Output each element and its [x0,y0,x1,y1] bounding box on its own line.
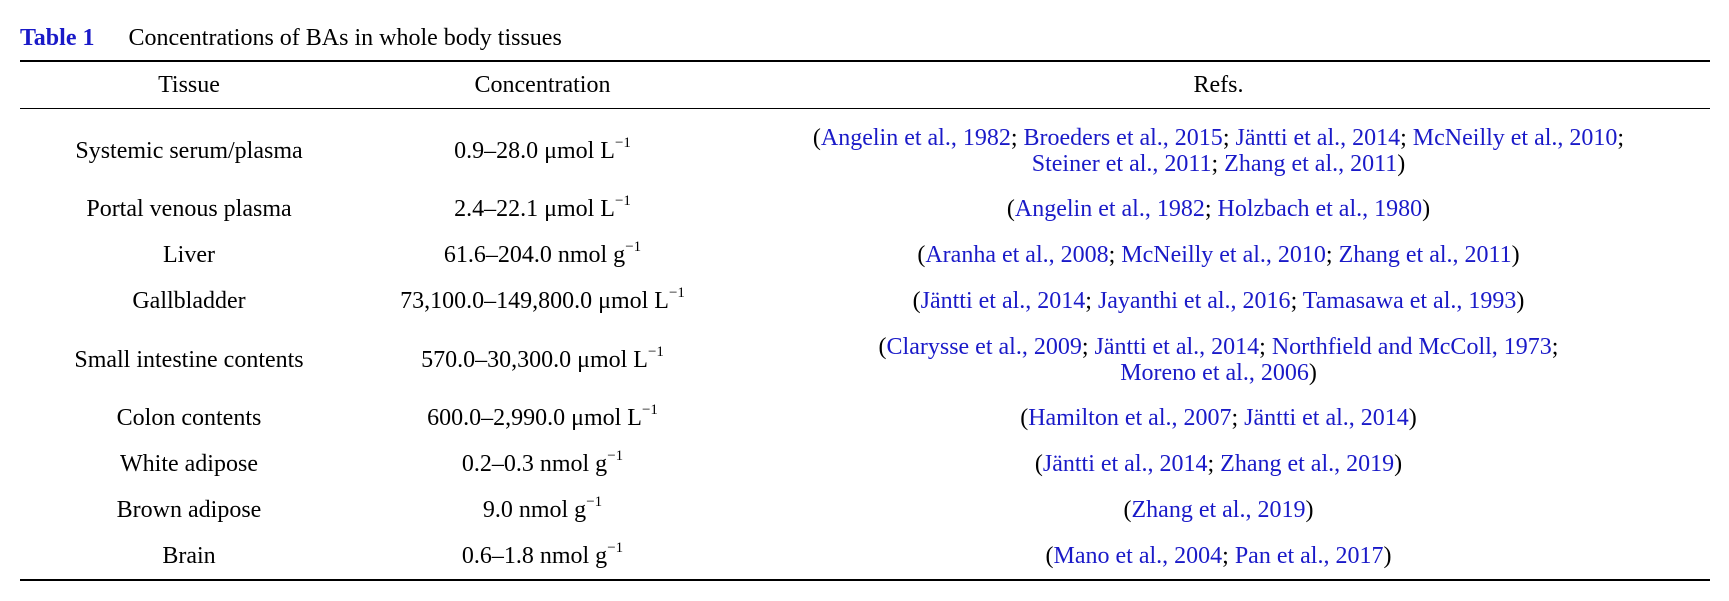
reference-link[interactable]: Broeders et al., 2015 [1023,124,1223,151]
unit-exponent: −1 [668,285,685,301]
concentration-table [20,60,1710,581]
refs-cell [727,441,1710,487]
concentration-value: 0.6–1.8 nmol g [461,543,608,569]
reference-link[interactable]: Tamasawa et al., 1993 [1302,288,1517,314]
tissue-cell: Systemic serum/plasma [75,137,303,164]
reference-link[interactable]: Angelin et al., 1982 [1014,196,1205,222]
refs-cell [727,278,1710,324]
reference-link[interactable]: Northfield and McColl, 1973 [1271,333,1552,360]
header-concentration: Concentration [474,71,611,98]
concentration-cell [358,487,727,533]
concentration-cell [358,109,727,187]
reference-link[interactable]: McNeilly et al., 2010 [1412,124,1618,151]
unit-exponent: −1 [586,494,603,510]
reference-link[interactable]: Holzbach et al., 1980 [1217,196,1423,222]
refs-cell [727,395,1710,441]
refs-line: (Angelin et al., 1982; Broeders et al., 2015; Jäntti et al., 2014; McNeilly et al., 2010; [812,124,1625,151]
refs-line: (Aranha et al., 2008; McNeilly et al., 2010; Zhang et al., 2011) [917,242,1520,268]
refs-line: Moreno et al., 2006) [1120,359,1317,386]
unit-exponent: −1 [607,448,624,464]
table-title: Concentrations of BAs in whole body tissues [128,25,562,51]
reference-link[interactable]: Zhang et al., 2011 [1224,150,1398,177]
reference-link[interactable]: Clarysse et al., 2009 [886,333,1082,360]
reference-link[interactable]: McNeilly et al., 2010 [1121,242,1326,268]
reference-link[interactable]: Steiner et al., 2011 [1031,150,1212,177]
table-row [20,186,1710,232]
concentration-cell [358,324,727,395]
table-row [20,278,1710,324]
reference-link[interactable]: Jäntti et al., 2014 [920,288,1086,314]
refs-line: (Angelin et al., 1982; Holzbach et al., 1980) [1006,196,1431,222]
concentration-cell [358,395,727,441]
concentration-value: 9.0 nmol g [482,497,587,523]
reference-link[interactable]: Zhang et al., 2019 [1220,451,1395,477]
reference-link[interactable]: Pan et al., 2017 [1234,543,1384,569]
table-row [20,109,1710,187]
refs-line: (Zhang et al., 2019) [1123,497,1314,523]
reference-link[interactable]: Zhang et al., 2019 [1131,497,1306,523]
concentration-cell [358,186,727,232]
unit-exponent: −1 [647,343,664,360]
concentration-value: 0.9–28.0 μmol L [454,137,615,164]
table-body [20,109,1710,581]
refs-cell [727,324,1710,395]
refs-cell [727,109,1710,187]
reference-link[interactable]: Jayanthi et al., 2016 [1097,288,1291,314]
tissue-cell: White adipose [120,451,258,477]
refs-line: (Clarysse et al., 2009; Jäntti et al., 2014; Northfield and McColl, 1973; [878,333,1559,360]
reference-link[interactable]: Angelin et al., 1982 [820,124,1011,151]
unit-exponent: −1 [641,402,658,418]
table-caption [20,20,1710,56]
concentration-value: 600.0–2,990.0 μmol L [427,405,642,431]
refs-line: (Jäntti et al., 2014; Jayanthi et al., 2016; Tamasawa et al., 1993) [912,288,1525,314]
unit-exponent: −1 [614,193,631,209]
tissue-cell: Gallbladder [132,288,246,314]
tissue-cell: Brain [162,543,216,569]
reference-link[interactable]: Zhang et al., 2011 [1338,242,1512,268]
tissue-cell: Brown adipose [116,497,262,523]
tissue-cell: Portal venous plasma [86,196,292,222]
table-row [20,533,1710,580]
tissue-cell: Small intestine contents [74,346,304,373]
refs-line: (Mano et al., 2004; Pan et al., 2017) [1045,543,1392,569]
refs-line: Steiner et al., 2011; Zhang et al., 2011) [1031,150,1406,177]
reference-link[interactable]: Aranha et al., 2008 [925,242,1109,268]
header-refs: Refs. [1193,71,1244,98]
concentration-value: 2.4–22.1 μmol L [454,196,615,222]
refs-cell [727,232,1710,278]
table-container [20,20,1710,581]
table-row [20,395,1710,441]
concentration-cell [358,232,727,278]
table-row [20,487,1710,533]
refs-cell [727,186,1710,232]
refs-line: (Jäntti et al., 2014; Zhang et al., 2019) [1034,451,1403,477]
reference-link[interactable]: Moreno et al., 2006 [1120,359,1309,386]
unit-exponent: −1 [614,134,631,151]
reference-link[interactable]: Jäntti et al., 2014 [1042,451,1208,477]
table-row [20,232,1710,278]
reference-link[interactable]: Hamilton et al., 2007 [1028,405,1232,431]
unit-exponent: −1 [607,540,624,556]
concentration-value: 570.0–30,300.0 μmol L [421,346,648,373]
unit-exponent: −1 [625,239,642,255]
refs-line: (Hamilton et al., 2007; Jäntti et al., 2014) [1020,405,1417,431]
table-header-row [20,61,1710,109]
concentration-cell [358,441,727,487]
reference-link[interactable]: Mano et al., 2004 [1053,543,1223,569]
table-row [20,324,1710,395]
concentration-value: 61.6–204.0 nmol g [443,242,626,268]
table-number: Table 1 [20,25,95,51]
concentration-value: 0.2–0.3 nmol g [461,451,608,477]
reference-link[interactable]: Jäntti et al., 2014 [1244,405,1409,431]
concentration-cell [358,278,727,324]
reference-link[interactable]: Jäntti et al., 2014 [1094,333,1260,360]
refs-cell [727,533,1710,580]
concentration-cell [358,533,727,580]
refs-cell [727,487,1710,533]
tissue-cell: Colon contents [116,405,262,431]
tissue-cell: Liver [163,242,215,268]
header-tissue: Tissue [158,71,220,98]
concentration-value: 73,100.0–149,800.0 μmol L [400,288,669,314]
table-row [20,441,1710,487]
reference-link[interactable]: Jäntti et al., 2014 [1235,124,1401,151]
